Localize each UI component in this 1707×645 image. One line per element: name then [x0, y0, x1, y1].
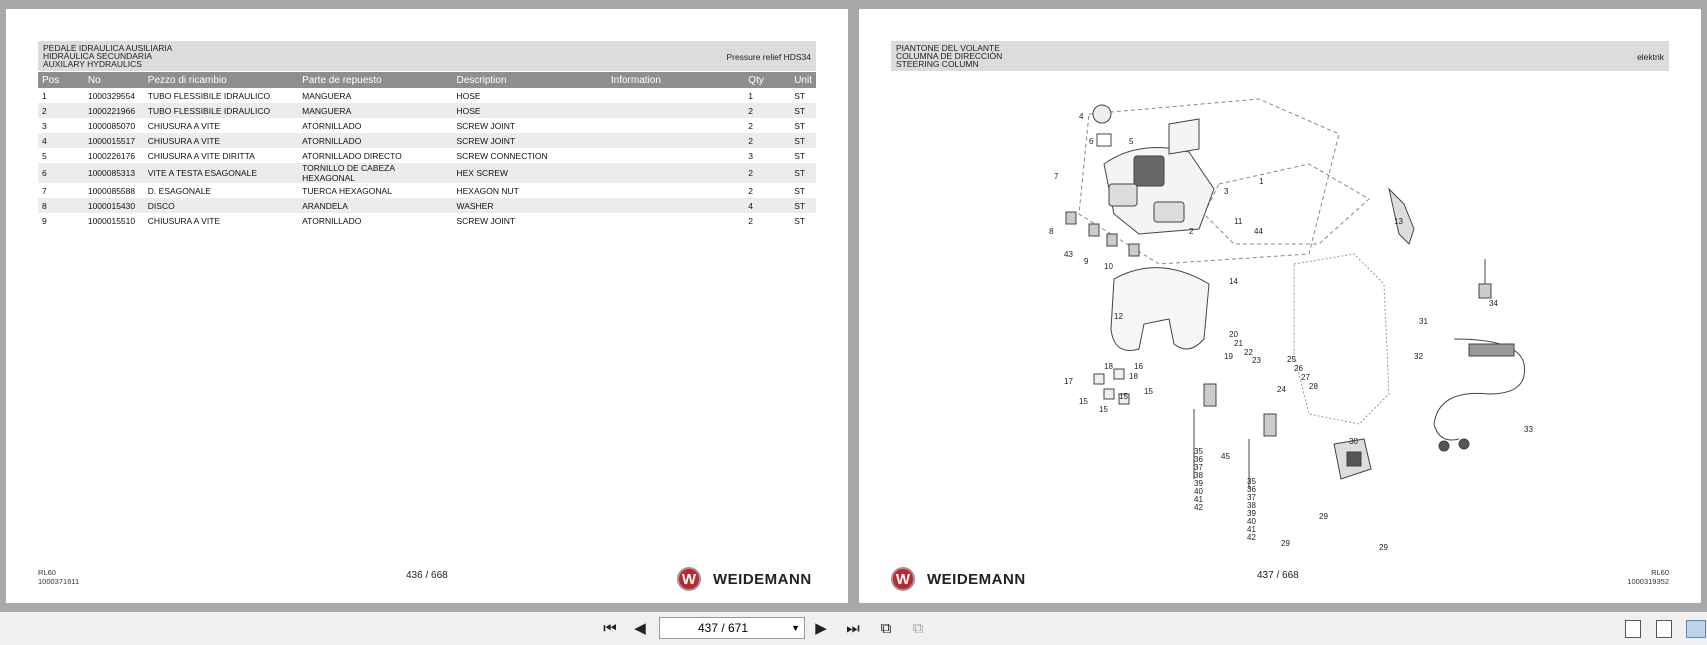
table-cell: 5: [42, 150, 47, 161]
callout-number: 8: [1049, 227, 1054, 236]
table-cell: [607, 183, 744, 198]
table-cell: 4: [38, 133, 84, 148]
table-cell: [607, 213, 744, 228]
callout-number: 42: [1247, 533, 1256, 542]
table-row: [38, 148, 816, 163]
callout-number: 16: [1134, 362, 1143, 371]
table-cell: [607, 118, 744, 133]
table-cell: ST: [794, 90, 806, 101]
callout-number: 31: [1419, 317, 1428, 326]
table-cell: ST: [794, 215, 806, 226]
callout-number: 38: [1247, 501, 1256, 510]
page-header: [891, 41, 1669, 71]
callout-number: 26: [1294, 364, 1303, 373]
table-cell: 1000085313: [84, 163, 144, 183]
table-cell: 1000085070: [87, 120, 136, 131]
callout-number: 39: [1247, 509, 1256, 518]
table-cell: 2: [748, 185, 754, 196]
callout-number: 18: [1104, 362, 1113, 371]
table-cell: [607, 163, 744, 183]
table-cell: ST: [790, 198, 816, 213]
table-cell: TUERCA HEXAGONAL: [302, 185, 392, 196]
exploded-parts-diagram: [1019, 94, 1539, 552]
footer-model: RL60: [1651, 568, 1669, 577]
table-cell: HOSE: [456, 90, 481, 101]
table-cell: VITE A TESTA ESAGONALE: [144, 163, 298, 183]
table-row: [38, 88, 816, 103]
callout-number: 38: [1194, 471, 1203, 480]
callout-number: 3: [1224, 187, 1229, 196]
callout-number: 11: [1234, 217, 1243, 226]
callout-number: 28: [1309, 382, 1318, 391]
table-cell: 9: [42, 215, 47, 226]
table-cell: 8: [38, 198, 84, 213]
callout-number: 35: [1194, 447, 1203, 456]
table-cell: 1000015510: [87, 215, 136, 226]
callout-number: 2: [1189, 227, 1194, 236]
table-cell: 3: [748, 150, 754, 161]
table-cell: ATORNILLADO DIRECTO: [302, 150, 402, 161]
table-row: [38, 213, 816, 228]
callout-number: 13: [1394, 217, 1403, 226]
table-cell: 4: [744, 198, 790, 213]
back-view-icon[interactable]: ⧉: [880, 620, 892, 637]
table-cell: TUBO FLESSIBILE IDRAULICO: [144, 103, 298, 118]
logo-text: WEIDEMANN: [927, 570, 1026, 588]
callout-number: 20: [1229, 330, 1238, 339]
callout-number: 15: [1119, 392, 1128, 401]
table-cell: CHIUSURA A VITE: [147, 215, 221, 226]
callout-number: 40: [1194, 487, 1203, 496]
table-row: [38, 183, 816, 198]
callout-number: 5: [1129, 137, 1134, 146]
callout-number: 29: [1319, 512, 1328, 521]
left-page: [6, 9, 848, 603]
table-cell: [607, 198, 744, 213]
table-row: [38, 118, 816, 133]
table-cell: DISCO: [144, 198, 298, 213]
table-row: [38, 103, 816, 118]
logo-icon: W: [677, 567, 701, 591]
table-cell: 1: [748, 90, 754, 101]
callout-number: 27: [1301, 373, 1310, 382]
continuous-icon[interactable]: [1656, 620, 1672, 638]
table-cell: CHIUSURA A VITE: [147, 120, 221, 131]
footer-doc-number: 1000371611: [38, 577, 80, 586]
callout-number: 36: [1247, 485, 1256, 494]
callout-number: 40: [1247, 517, 1256, 526]
table-cell: MANGUERA: [302, 90, 352, 101]
table-cell: SCREW JOINT: [453, 133, 607, 148]
col-it: Pezzo di ricambio: [144, 72, 298, 88]
callout-number: 22: [1244, 348, 1253, 357]
table-cell: ST: [790, 163, 816, 183]
callout-number: 29: [1281, 539, 1290, 548]
right-page: [859, 9, 1701, 603]
col-qty: Qty: [744, 72, 790, 88]
table-cell: 2: [744, 103, 790, 118]
callout-number: 1: [1259, 177, 1264, 186]
forward-view-icon[interactable]: ⧉: [912, 620, 924, 637]
two-page-icon[interactable]: [1686, 620, 1706, 638]
col-pos: Pos: [38, 72, 84, 88]
callout-number: 37: [1194, 463, 1203, 472]
col-en: Description: [453, 72, 607, 88]
table-cell: 1000329554: [87, 90, 136, 101]
table-cell: 1000226176: [87, 150, 136, 161]
table-cell: ATORNILLADO: [302, 120, 362, 131]
callout-number: 14: [1229, 277, 1238, 286]
table-cell: 2: [748, 120, 754, 131]
table-cell: CHIUSURA A VITE DIRITTA: [147, 150, 255, 161]
table-cell: 6: [38, 163, 84, 183]
table-cell: [607, 88, 744, 103]
table-cell: ST: [794, 150, 806, 161]
table-cell: TUBO FLESSIBILE IDRAULICO: [147, 90, 271, 101]
table-cell: 1000221966: [84, 103, 144, 118]
callout-number: 10: [1104, 262, 1113, 271]
table-cell: 3: [42, 120, 47, 131]
footer-code: [38, 568, 79, 586]
header-line-it: PIANTONE DEL VOLANTE: [896, 43, 1000, 53]
header-line-es: COLUMNA DE DIRECCIÓN: [896, 51, 1003, 61]
page-input-value: 437 / 671: [697, 621, 749, 635]
parts-table: [38, 72, 816, 228]
table-row: [38, 198, 816, 213]
callout-number: 36: [1194, 455, 1203, 464]
table-cell: 2: [744, 133, 790, 148]
page-number: 437 / 668: [1257, 570, 1299, 581]
callout-number: 30: [1349, 437, 1358, 446]
single-page-icon[interactable]: [1625, 620, 1641, 638]
table-cell: ARANDELA: [298, 198, 452, 213]
page-header: [38, 41, 816, 71]
callout-number: 6: [1089, 137, 1094, 146]
page-input[interactable]: [659, 617, 805, 639]
table-cell: ST: [790, 103, 816, 118]
weidemann-logo: [677, 567, 812, 591]
callout-number: 44: [1254, 227, 1263, 236]
table-row: [38, 133, 816, 148]
col-es: Parte de repuesto: [298, 72, 452, 88]
table-cell: ST: [794, 120, 806, 131]
table-cell: ATORNILLADO: [302, 215, 362, 226]
callout-number: 15: [1144, 387, 1153, 396]
callout-number: 43: [1064, 250, 1073, 259]
weidemann-logo: [891, 567, 1026, 591]
first-page-icon[interactable]: ⏮: [603, 620, 617, 637]
table-cell: [607, 103, 744, 118]
footer-model: RL60: [38, 568, 56, 577]
col-no: No: [84, 72, 144, 88]
callout-number: 23: [1252, 356, 1261, 365]
callout-number: 9: [1084, 257, 1089, 266]
table-cell: ATORNILLADO: [298, 133, 452, 148]
callout-number: 25: [1287, 355, 1296, 364]
footer-code: [1627, 568, 1669, 586]
callout-number: 34: [1489, 299, 1498, 308]
table-cell: 2: [38, 103, 84, 118]
table-cell: 2: [748, 215, 754, 226]
callout-number: 18: [1129, 372, 1138, 381]
callout-number: 7: [1054, 172, 1059, 181]
prev-page-icon[interactable]: ◀: [634, 620, 646, 637]
callout-number: 15: [1099, 405, 1108, 414]
callout-number: 21: [1234, 339, 1243, 348]
table-cell: MANGUERA: [298, 103, 452, 118]
callout-number: 42: [1194, 503, 1203, 512]
header-line-en: STEERING COLUMN: [896, 59, 979, 69]
callout-number: 33: [1524, 425, 1533, 434]
callout-number: 17: [1064, 377, 1073, 386]
callout-number: 37: [1247, 493, 1256, 502]
header-line-en: AUXILARY HYDRAULICS: [43, 59, 142, 69]
table-cell: 1000085588: [87, 185, 136, 196]
logo-icon: W: [891, 567, 915, 591]
table-cell: ST: [794, 185, 806, 196]
table-header-row: [38, 72, 816, 88]
callout-number: 29: [1379, 543, 1388, 552]
table-cell: CHIUSURA A VITE: [144, 133, 298, 148]
table-cell: 1000015430: [84, 198, 144, 213]
chevron-down-icon[interactable]: ▼: [791, 623, 800, 633]
table-cell: SCREW JOINT: [456, 120, 516, 131]
table-cell: ST: [790, 133, 816, 148]
callout-number: 32: [1414, 352, 1423, 361]
table-cell: HOSE: [453, 103, 607, 118]
header-subtitle: elektrik: [1637, 52, 1664, 62]
callout-number: 12: [1114, 312, 1123, 321]
footer-doc-number: 1000319352: [1627, 577, 1669, 586]
header-line-es: HIDRÁULICA SECUNDARIA: [43, 51, 153, 61]
col-info: Information: [607, 72, 744, 88]
table-cell: [607, 133, 744, 148]
page-number: 436 / 668: [406, 570, 448, 581]
callout-number: 24: [1277, 385, 1286, 394]
table-cell: [607, 148, 744, 163]
table-cell: 7: [42, 185, 47, 196]
table-cell: 2: [744, 163, 790, 183]
callout-number: 15: [1079, 397, 1088, 406]
table-cell: 1000015517: [84, 133, 144, 148]
callout-number: 39: [1194, 479, 1203, 488]
callout-number: 19: [1224, 352, 1233, 361]
table-cell: WASHER: [453, 198, 607, 213]
table-row: [38, 163, 816, 183]
header-line-it: PEDALE IDRAULICA AUSILIARIA: [43, 43, 173, 53]
callout-number: 41: [1247, 525, 1256, 534]
table-cell: D. ESAGONALE: [147, 185, 212, 196]
callout-number: 4: [1079, 112, 1084, 121]
table-cell: SCREW CONNECTION: [456, 150, 548, 161]
callout-number: 41: [1194, 495, 1203, 504]
table-cell: HEX SCREW: [453, 163, 607, 183]
callout-number: 45: [1221, 452, 1230, 461]
last-page-icon[interactable]: ⏭: [846, 620, 860, 637]
viewer-toolbar: [0, 612, 1707, 645]
logo-text: WEIDEMANN: [713, 570, 812, 588]
callout-number: 35: [1247, 477, 1256, 486]
table-cell: TORNILLO DE CABEZA HEXAGONAL: [298, 163, 452, 183]
table-cell: SCREW JOINT: [456, 215, 516, 226]
col-unit: Unit: [790, 72, 816, 88]
table-cell: HEXAGON NUT: [456, 185, 519, 196]
header-subtitle: Pressure relief HDS34: [726, 52, 811, 62]
next-page-icon[interactable]: ▶: [815, 620, 827, 637]
table-cell: 1: [42, 90, 47, 101]
